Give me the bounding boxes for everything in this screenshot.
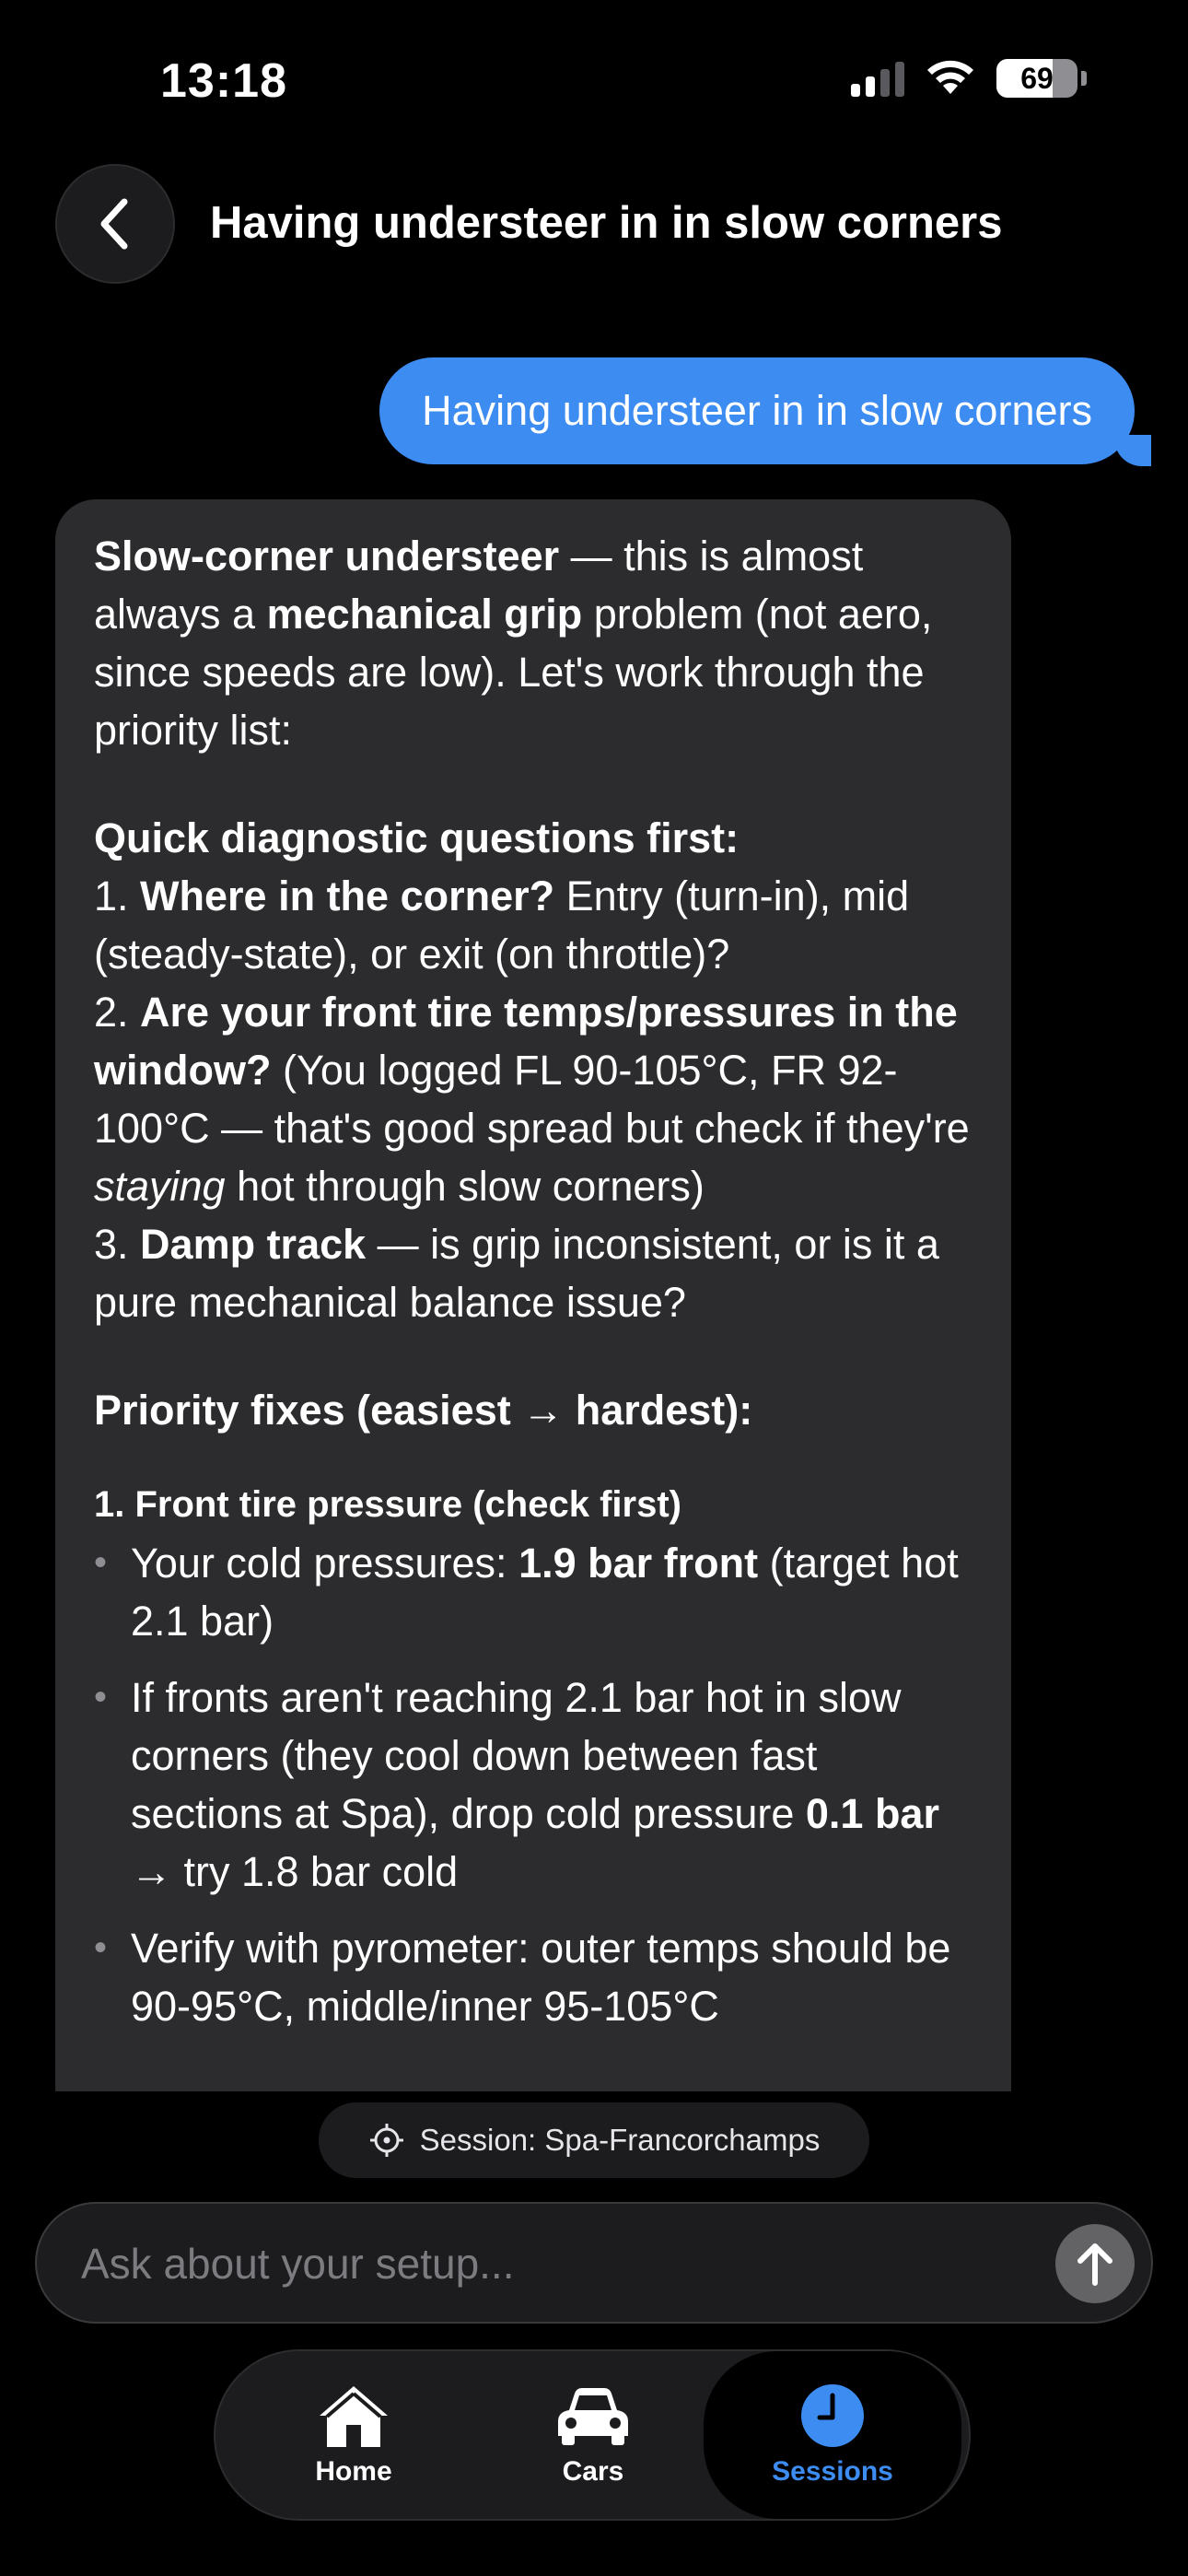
chevron-left-icon: [95, 196, 135, 252]
list-item: • Your cold pressures: 1.9 bar front (target hot 2.1 bar): [94, 1534, 974, 1650]
battery-percent: 69: [1020, 61, 1054, 95]
page-title: Having understeer in in slow corners: [210, 198, 1003, 248]
tab-home-label: Home: [315, 2456, 392, 2487]
battery-icon: [996, 59, 1077, 98]
send-button[interactable]: [1055, 2224, 1135, 2303]
chat-input[interactable]: [79, 2204, 1077, 2324]
tab-home[interactable]: [271, 2351, 437, 2519]
user-message-bubble: [379, 357, 1135, 464]
session-chip[interactable]: [319, 2102, 869, 2178]
arrow-up-icon: [1075, 2241, 1115, 2287]
status-icons: [851, 59, 1087, 98]
bullet-icon: •: [94, 1542, 108, 1583]
user-message-text: Having understeer in in slow corners: [422, 387, 1092, 434]
fix-1-title: 1. Front tire pressure (check first): [94, 1484, 681, 1525]
wifi-icon: [925, 59, 976, 98]
tab-cars-label: Cars: [562, 2456, 624, 2487]
cellular-signal-icon: [851, 60, 904, 97]
crosshair-icon: [368, 2122, 405, 2159]
assistant-intro: Slow-corner understeer — this is almost always a mechanical grip problem (not aero, since speeds are low). Let's work through the priority list:: [94, 533, 933, 754]
tab-bar: [214, 2349, 971, 2521]
assistant-message-bubble: [55, 499, 1011, 2091]
car-icon: [554, 2383, 632, 2449]
clock-icon: [799, 2383, 866, 2449]
back-button[interactable]: [55, 164, 175, 284]
chat-input-container: [35, 2202, 1153, 2324]
list-item: • Verify with pyrometer: outer temps should be 90-95°C, middle/inner 95-105°C: [94, 1919, 974, 2035]
diagnostic-question-2: 2. Are your front tire temps/pressures in the window? (You logged FL 90-105°C, FR 92-100°C — that's good spread but check if they're staying hot through slow corners): [94, 989, 970, 1210]
diagnostic-question-1: 1. Where in the corner? Entry (turn-in), mid (steady-state), or exit (on throttle)?: [94, 872, 910, 978]
status-time: 13:18: [160, 54, 287, 108]
bullet-icon: •: [94, 1927, 108, 1968]
tab-sessions-label: Sessions: [772, 2456, 893, 2487]
list-item: • If fronts aren't reaching 2.1 bar hot in slow corners (they cool down between fast sections at Spa), drop cold pressure 0.1 bar → try 1.8 bar cold: [94, 1669, 974, 1901]
diagnostic-question-3: 3. Damp track — is grip inconsistent, or is it a pure mechanical balance issue?: [94, 1221, 939, 1326]
tab-sessions[interactable]: [704, 2351, 961, 2519]
battery-cap: [1081, 71, 1087, 86]
priority-fixes-heading: Priority fixes (easiest → hardest):: [94, 1387, 753, 1434]
home-icon: [316, 2383, 391, 2449]
session-label: Session: Spa-Francorchamps: [419, 2123, 821, 2157]
diagnostic-heading: Quick diagnostic questions first:: [94, 814, 740, 861]
bullet-icon: •: [94, 1677, 108, 1717]
tab-cars[interactable]: [510, 2351, 676, 2519]
